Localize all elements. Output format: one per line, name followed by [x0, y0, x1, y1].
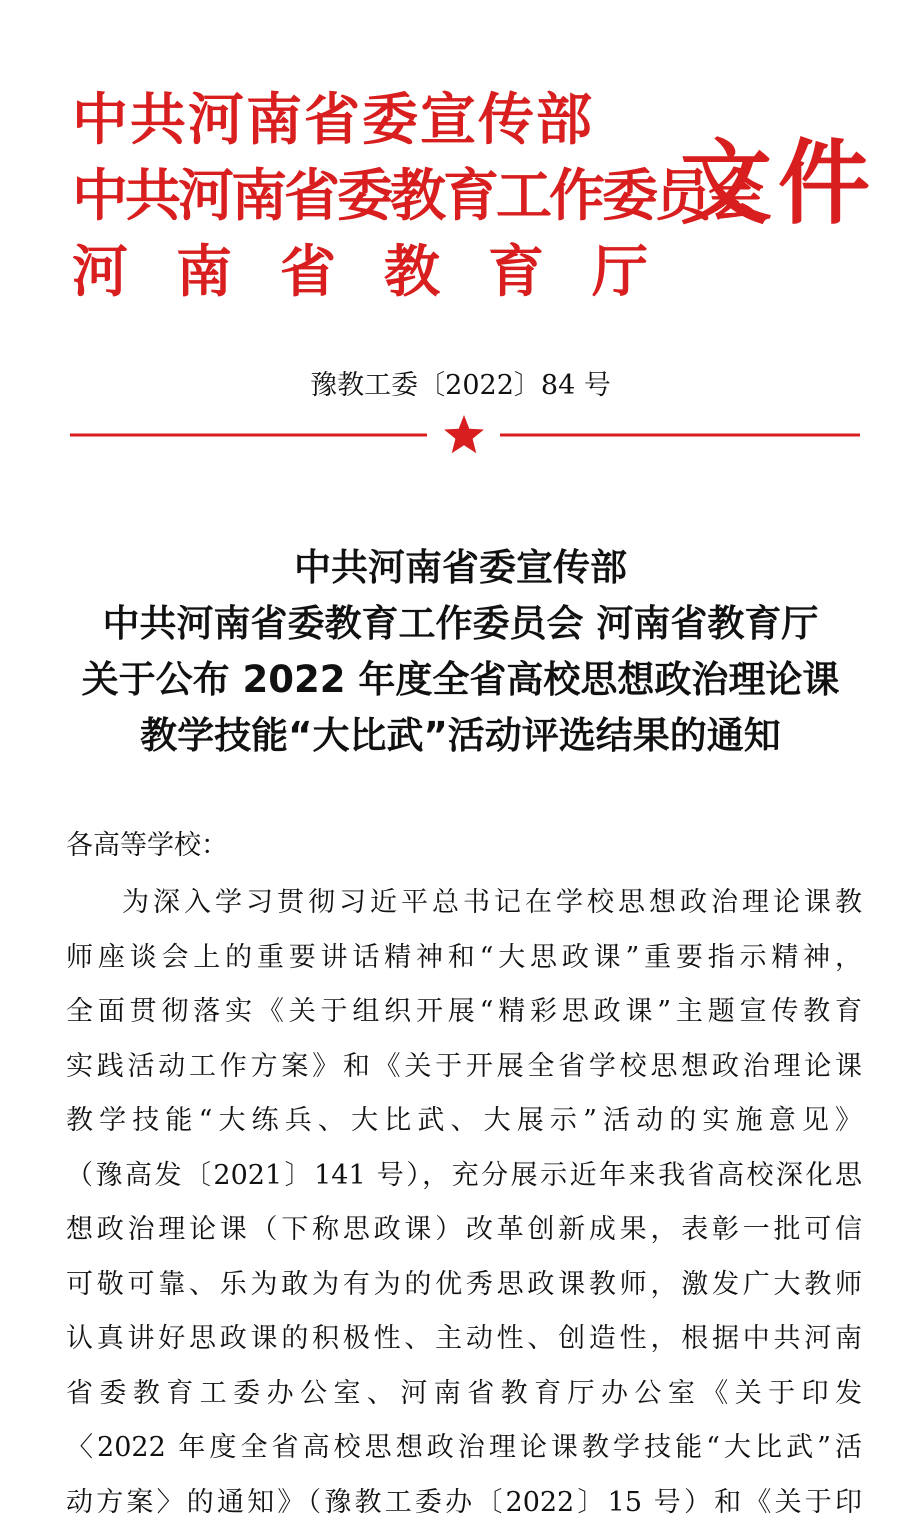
title-line: 教学技能“大比武”活动评选结果的通知 — [0, 708, 921, 764]
body-text — [66, 876, 862, 1530]
body-line: 认真讲好思政课的积极性、主动性、创造性，根据中共河南 — [66, 1312, 862, 1367]
body-line: 教学技能“大练兵、大比武、大展示”活动的实施意见》 — [66, 1094, 862, 1149]
body-line: 师座谈会上的重要讲话精神和“大思政课”重要指示精神， — [66, 931, 862, 986]
body-line: 可敬可靠、乐为敢为有为的优秀思政课教师，激发广大教师 — [66, 1258, 862, 1313]
notice-title — [0, 540, 921, 764]
red-divider — [70, 412, 860, 462]
body-line: 想政治理论课（下称思政课）改革创新成果，表彰一批可信 — [66, 1203, 862, 1258]
org-name-education-department: 河南省教育厅 — [72, 234, 672, 310]
body-line: 为深入学习贯彻习近平总书记在学校思想政治理论课教 — [66, 876, 862, 931]
issuing-organizations — [72, 82, 672, 310]
body-line: 动方案〉的通知》（豫教工委办〔2022〕15 号）和《关于印 — [66, 1476, 862, 1530]
org-name-education-committee: 中共河南省委教育工作委员会 — [72, 158, 672, 234]
document-word: 文件 — [680, 128, 876, 238]
title-line: 中共河南省委宣传部 — [0, 540, 921, 596]
title-line: 中共河南省委教育工作委员会 河南省教育厅 — [0, 596, 921, 652]
body-line: 〈2022 年度全省高校思想政治理论课教学技能“大比武”活 — [66, 1421, 862, 1476]
org-name-propaganda-dept: 中共河南省委宣传部 — [72, 82, 672, 158]
body-line: 省委教育工委办公室、河南省教育厅办公室《关于印发 — [66, 1367, 862, 1422]
title-line: 关于公布 2022 年度全省高校思想政治理论课 — [0, 652, 921, 708]
document-number: 豫教工委〔2022〕84 号 — [0, 366, 921, 406]
body-line: （豫高发〔2021〕141 号），充分展示近年来我省高校深化思 — [66, 1149, 862, 1204]
body-line: 实践活动工作方案》和《关于开展全省学校思想政治理论课 — [66, 1040, 862, 1095]
body-line: 全面贯彻落实《关于组织开展“精彩思政课”主题宣传教育 — [66, 985, 862, 1040]
salutation: 各高等学校： — [66, 826, 228, 866]
star-icon — [444, 415, 484, 453]
